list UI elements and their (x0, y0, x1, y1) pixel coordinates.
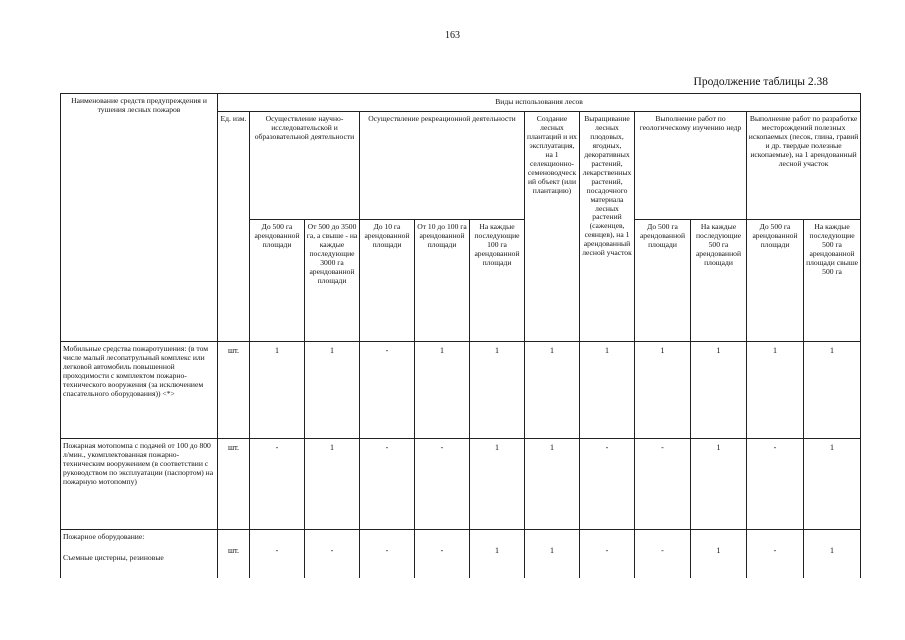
row-unit: шт. (218, 342, 250, 439)
value-cell: - (415, 439, 470, 530)
group-header-cultivation: Выращивание лесных плодовых, ягодных, декоративных растений, лекарственных растений, посадочного материала лесных растений (саженцев, сеянцев), на 1 арендованный лесной участок (580, 112, 635, 342)
page-number: 163 (445, 30, 460, 41)
cell-value: - (661, 546, 664, 555)
group-header-mining: Выполнение работ по разработке месторождений полезных ископаемых (песок, глина, гравий и др. твердые полезные ископаемые), на 1 арендованный лесной участок (747, 112, 861, 220)
norms-table (60, 93, 861, 578)
table-caption: Продолжение таблицы 2.38 (693, 76, 828, 88)
cell-value: 1 (716, 546, 721, 555)
group-header-geology: Выполнение работ по геологическому изучению недр (635, 112, 747, 220)
subheader-cell: От 500 до 3500 га, а свыше - на каждые последующие 3000 га арендованной площади (305, 220, 360, 342)
value-cell (525, 530, 580, 579)
value-cell: 1 (747, 342, 804, 439)
value-cell: - (747, 439, 804, 530)
cell-value: 1 (830, 546, 835, 555)
subheader-cell: На каждые последующие 500 га арендованной площади свыше 500 га (804, 220, 861, 342)
row-name: Мобильные средства пожаротушения: (в том числе малый лесопатрульный комплекс или легковой автомобиль повышенной проходимости с комплектом пожарно-технического вооружения (за исключением спасательного оборудования)) <*> (61, 342, 218, 439)
value-cell: 1 (525, 342, 580, 439)
subheader-cell: До 10 га арендованной площади (360, 220, 415, 342)
value-cell (804, 530, 861, 579)
value-cell (250, 530, 305, 579)
value-cell: - (250, 439, 305, 530)
item-name: Съемные цистерны, резиновые (63, 552, 164, 562)
name-column-header: Наименование средств предупреждения и тушения лесных пожаров (61, 94, 218, 342)
value-cell (305, 530, 360, 579)
row-unit: шт. (218, 439, 250, 530)
group-header-plantations: Создание лесных плантаций и их эксплуатация, на 1 селекционно-семеноводческий объект (или плантацию) (525, 112, 580, 342)
value-cell: 1 (305, 342, 360, 439)
value-cell: 1 (691, 439, 747, 530)
subheader-cell: До 500 га арендованной площади (250, 220, 305, 342)
value-cell: - (360, 439, 415, 530)
subheader-cell: На каждые последующие 500 га арендованной площади (691, 220, 747, 342)
value-cell: 1 (804, 342, 861, 439)
subheader-cell: До 500 га арендованной площади (635, 220, 691, 342)
value-cell: 1 (691, 342, 747, 439)
value-cell (470, 530, 525, 579)
value-cell: 1 (305, 439, 360, 530)
table-row (61, 342, 861, 439)
value-cell: 1 (470, 342, 525, 439)
section-title: Пожарное оборудование: (63, 532, 145, 541)
value-cell (360, 530, 415, 579)
value-cell: 1 (470, 439, 525, 530)
unit-value: шт. (227, 546, 240, 555)
subheader-cell: От 10 до 100 га арендованной площади (415, 220, 470, 342)
value-cell: - (360, 342, 415, 439)
row-unit (218, 530, 250, 579)
cell-value: - (385, 546, 389, 555)
cell-value: - (605, 546, 609, 555)
group-header-recreation: Осуществление рекреационной деятельности (360, 112, 525, 220)
cell-value: - (330, 546, 334, 555)
forest-use-types-header: Виды использования лесов (218, 94, 861, 112)
value-cell: 1 (580, 342, 635, 439)
value-cell: - (635, 439, 691, 530)
value-cell (635, 530, 691, 579)
row-name: Пожарная мотопомпа с подачей от 100 до 800 л/мин., укомплектованная пожарно-техническим вооружением (в соответствии с руководством по эксплуатации (паспортом) на пожарную мотопомпу) (61, 439, 218, 530)
value-cell (415, 530, 470, 579)
cell-value: - (440, 546, 444, 555)
value-cell: 1 (635, 342, 691, 439)
section-row-name (61, 530, 218, 579)
value-cell: 1 (804, 439, 861, 530)
cell-value: - (275, 546, 279, 555)
value-cell: 1 (415, 342, 470, 439)
group-header-research: Осуществление научно-исследовательской и образовательной деятельности (250, 112, 360, 220)
cell-value: 1 (550, 546, 554, 555)
value-cell: 1 (250, 342, 305, 439)
table-row (61, 439, 861, 530)
cell-value: - (773, 546, 777, 555)
value-cell (747, 530, 804, 579)
cell-value: 1 (495, 546, 499, 555)
unit-column-header: Ед. изм. (218, 112, 250, 342)
value-cell (691, 530, 747, 579)
value-cell: 1 (525, 439, 580, 530)
value-cell: - (580, 439, 635, 530)
subheader-cell: На каждые последующие 100 га арендованной площади (470, 220, 525, 342)
value-cell (580, 530, 635, 579)
table-row (61, 530, 861, 579)
subheader-cell: До 500 га арендованной площади (747, 220, 804, 342)
